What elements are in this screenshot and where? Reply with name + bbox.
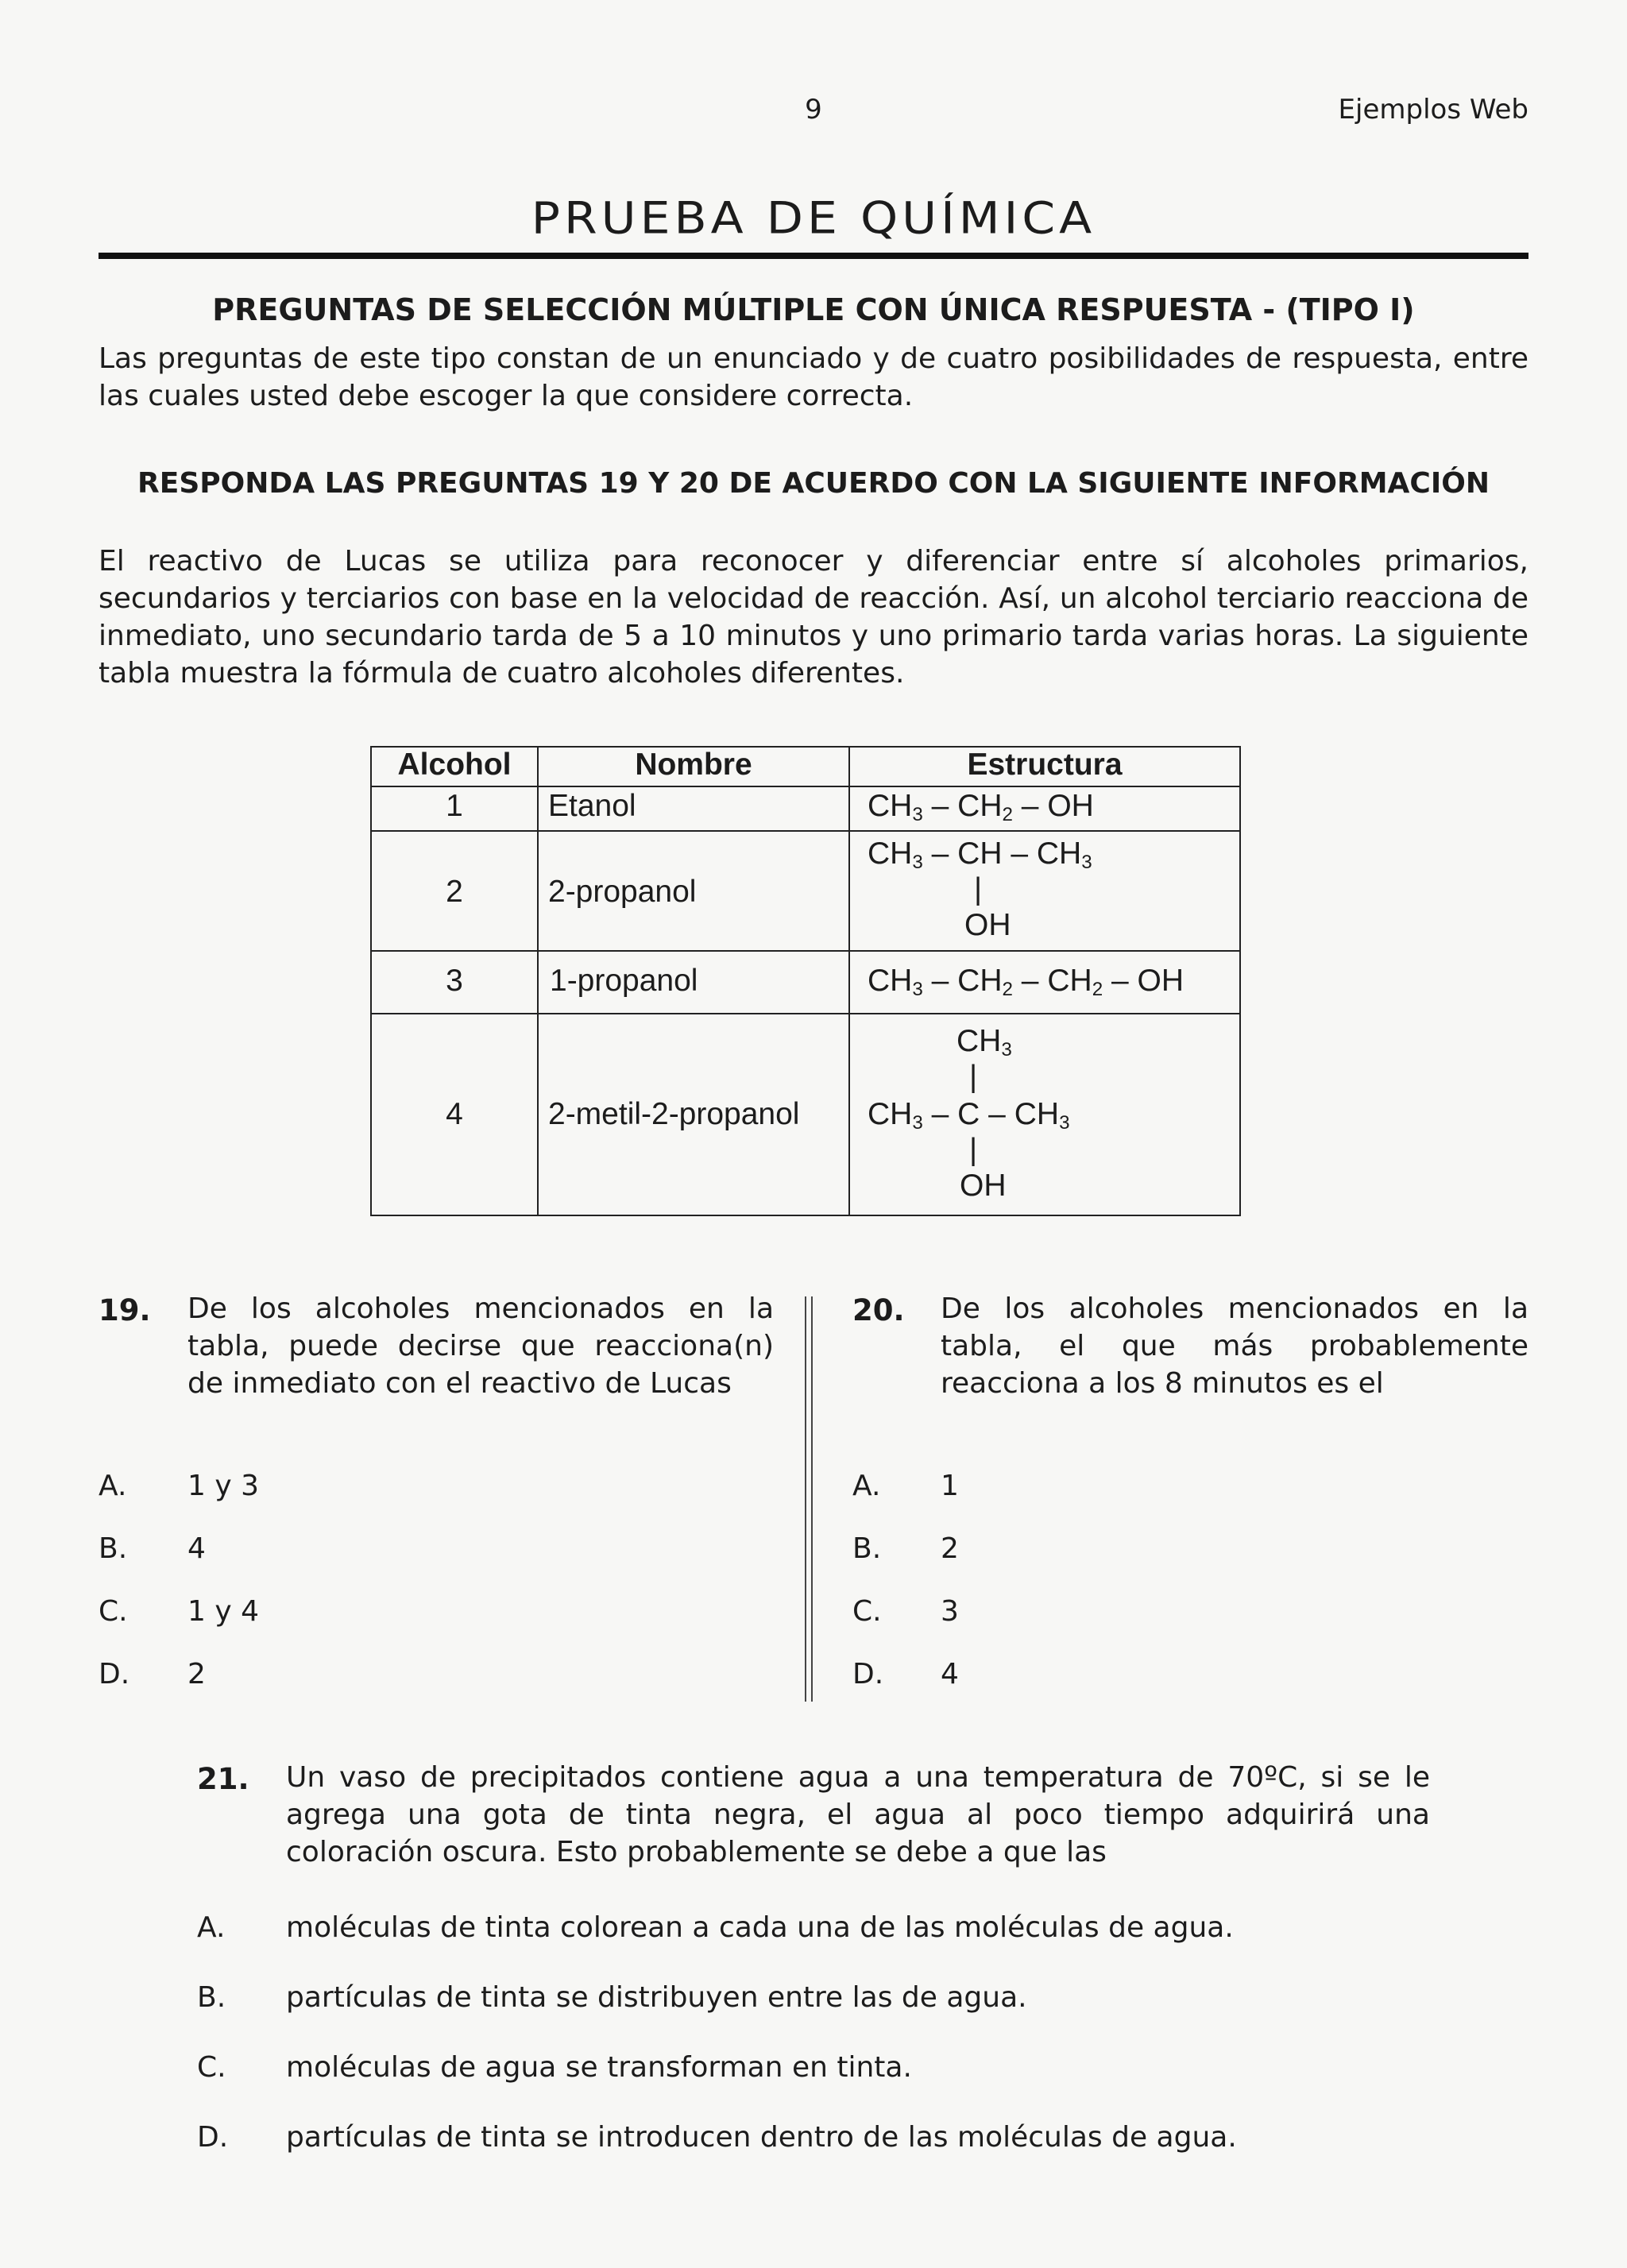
formula-bond: |: [974, 872, 983, 906]
question-20-text: De los alcoholes mencionados en la tabla, el que más probablemente reacciona a los 8 minutos es el: [941, 1292, 1528, 1400]
formula-token: CH: [868, 964, 913, 998]
page-number: 9: [805, 94, 822, 126]
q20-option-a-text[interactable]: 1: [941, 1470, 959, 1502]
formula-token: CH: [868, 836, 913, 871]
q21-option-c-text[interactable]: moléculas de agua se transforman en tinta.: [286, 2051, 912, 2084]
table-cell-alcohol: 1: [446, 789, 463, 823]
formula-bond: |: [969, 1060, 978, 1094]
section-intro: Las preguntas de este tipo constan de un enunciado y de cuatro posibilidades de respuesta, entre las cuales usted debe escoger la que considere correcta.: [99, 342, 1528, 412]
formula-token: –: [980, 1097, 1014, 1131]
alcohol-table: [370, 746, 1241, 1216]
q20-option-b-letter: B.: [852, 1532, 882, 1565]
formula-token: OH: [1047, 789, 1094, 823]
formula-bond: |: [969, 1133, 978, 1167]
formula-oh: OH: [964, 908, 1011, 942]
formula-token: –: [1002, 836, 1037, 871]
table-cell-nombre: 1-propanol: [550, 964, 698, 998]
title-rule: [99, 253, 1528, 259]
table-col-divider: [537, 748, 539, 1215]
formula-subscript: 3: [912, 804, 923, 826]
formula-token: –: [1012, 789, 1048, 823]
formula-1-propanol: [868, 964, 1184, 999]
formula-subscript: 2: [1002, 804, 1013, 826]
formula-2-metil-main: [868, 1097, 1070, 1132]
q20-option-a-letter: A.: [852, 1470, 881, 1502]
q19-option-d-letter: D.: [99, 1658, 130, 1690]
q19-option-c-letter: C.: [99, 1595, 128, 1628]
q21-option-b-letter: B.: [197, 1981, 226, 2014]
question-21-text: Un vaso de precipitados contiene agua a una temperatura de 70ºC, si se le agrega una gota de tinta negra, el agua al poco tiempo adquirirá una coloración oscura. Esto probablemente se debe a que las: [286, 1761, 1430, 1868]
question-19-number: 19.: [99, 1293, 151, 1327]
formula-token: CH: [957, 964, 1003, 998]
formula-subscript: 2: [1092, 979, 1103, 1001]
formula-token: CH: [1014, 1097, 1060, 1131]
formula-subscript: 3: [912, 852, 923, 874]
formula-token: CH: [956, 1024, 1002, 1058]
q19-option-a-letter: A.: [99, 1470, 127, 1502]
table-row-divider: [372, 786, 1239, 787]
info-text: El reactivo de Lucas se utiliza para reconocer y diferenciar entre sí alcoholes primarios, secundarios y terciarios con base en la velocidad de reacción. Así, un alcohol terciario reacciona de inmediato, uno secundario tarda de 5 a 10 minutos y uno primario tarda varias horas. La siguiente tabla muestra la fórmula de cuatro alcoholes diferentes.: [99, 545, 1528, 690]
q19-option-b-letter: B.: [99, 1532, 128, 1565]
q19-option-b-text[interactable]: 4: [187, 1532, 206, 1565]
table-header-alcohol: Alcohol: [397, 748, 512, 782]
table-cell-nombre: Etanol: [548, 789, 636, 823]
formula-token: –: [922, 836, 958, 871]
formula-token: CH: [868, 1097, 913, 1131]
table-header-nombre: Nombre: [635, 748, 752, 782]
q19-option-d-text[interactable]: 2: [187, 1658, 206, 1690]
page-title: PRUEBA DE QUÍMICA: [531, 192, 1096, 245]
q19-option-a-text[interactable]: 1 y 3: [187, 1470, 259, 1502]
formula-token: –: [922, 789, 958, 823]
question-21-number: 21.: [197, 1762, 249, 1796]
formula-subscript: 2: [1002, 979, 1013, 1001]
q21-option-a-letter: A.: [197, 1911, 226, 1944]
formula-token: C: [957, 1097, 980, 1131]
formula-etanol: [868, 789, 1094, 824]
formula-token: –: [1012, 964, 1048, 998]
formula-token: CH: [868, 789, 913, 823]
formula-subscript: 3: [1081, 852, 1092, 874]
formula-token: CH: [957, 789, 1003, 823]
q21-option-a-text[interactable]: moléculas de tinta colorean a cada una de las moléculas de agua.: [286, 1911, 1234, 1944]
formula-oh: OH: [960, 1169, 1007, 1203]
table-cell-nombre: 2-propanol: [548, 875, 697, 909]
formula-subscript: 3: [912, 1112, 923, 1134]
formula-token: CH: [1047, 964, 1092, 998]
q21-option-d-letter: D.: [197, 2121, 229, 2154]
q19-option-c-text[interactable]: 1 y 4: [187, 1595, 259, 1628]
table-cell-alcohol: 3: [446, 964, 463, 998]
column-divider: [805, 1296, 806, 1702]
q21-option-c-letter: C.: [197, 2051, 226, 2084]
q21-option-d-text[interactable]: partículas de tinta se introducen dentro de las moléculas de agua.: [286, 2121, 1237, 2154]
column-divider: [811, 1296, 813, 1702]
q21-option-b-text[interactable]: partículas de tinta se distribuyen entre las de agua.: [286, 1981, 1027, 2014]
formula-2-propanol-main: [868, 836, 1092, 874]
q20-option-c-letter: C.: [852, 1595, 882, 1628]
formula-token: CH: [1036, 836, 1082, 871]
q20-option-d-text[interactable]: 4: [941, 1658, 959, 1690]
header-source: Ejemplos Web: [1338, 94, 1528, 126]
formula-subscript: 3: [1059, 1112, 1070, 1134]
info-heading: RESPONDA LAS PREGUNTAS 19 Y 20 DE ACUERDO CON LA SIGUIENTE INFORMACIÓN: [137, 467, 1490, 500]
formula-subscript: 3: [1001, 1039, 1012, 1061]
q20-option-b-text[interactable]: 2: [941, 1532, 959, 1565]
question-19-text: De los alcoholes mencionados en la tabla, puede decirse que reacciona(n) de inmediato con el reactivo de Lucas: [187, 1292, 774, 1400]
formula-token: –: [922, 1097, 958, 1131]
q20-option-d-letter: D.: [852, 1658, 884, 1690]
formula-token: –: [1103, 964, 1138, 998]
section-heading: PREGUNTAS DE SELECCIÓN MÚLTIPLE CON ÚNICA RESPUESTA - (TIPO I): [212, 292, 1415, 327]
table-cell-nombre: 2-metil-2-propanol: [548, 1097, 800, 1131]
table-col-divider: [848, 748, 850, 1215]
q20-option-c-text[interactable]: 3: [941, 1595, 959, 1628]
table-row-divider: [372, 830, 1239, 832]
formula-token: OH: [1137, 964, 1185, 998]
formula-top-ch3: [956, 1024, 1012, 1059]
table-row-divider: [372, 1013, 1239, 1014]
table-row-divider: [372, 950, 1239, 952]
question-20-number: 20.: [852, 1293, 905, 1327]
table-header-estructura: Estructura: [967, 748, 1123, 782]
table-cell-alcohol: 4: [446, 1097, 463, 1131]
formula-token: CH: [957, 836, 1003, 871]
table-cell-alcohol: 2: [446, 875, 463, 909]
formula-subscript: 3: [912, 979, 923, 1001]
formula-token: –: [922, 964, 958, 998]
